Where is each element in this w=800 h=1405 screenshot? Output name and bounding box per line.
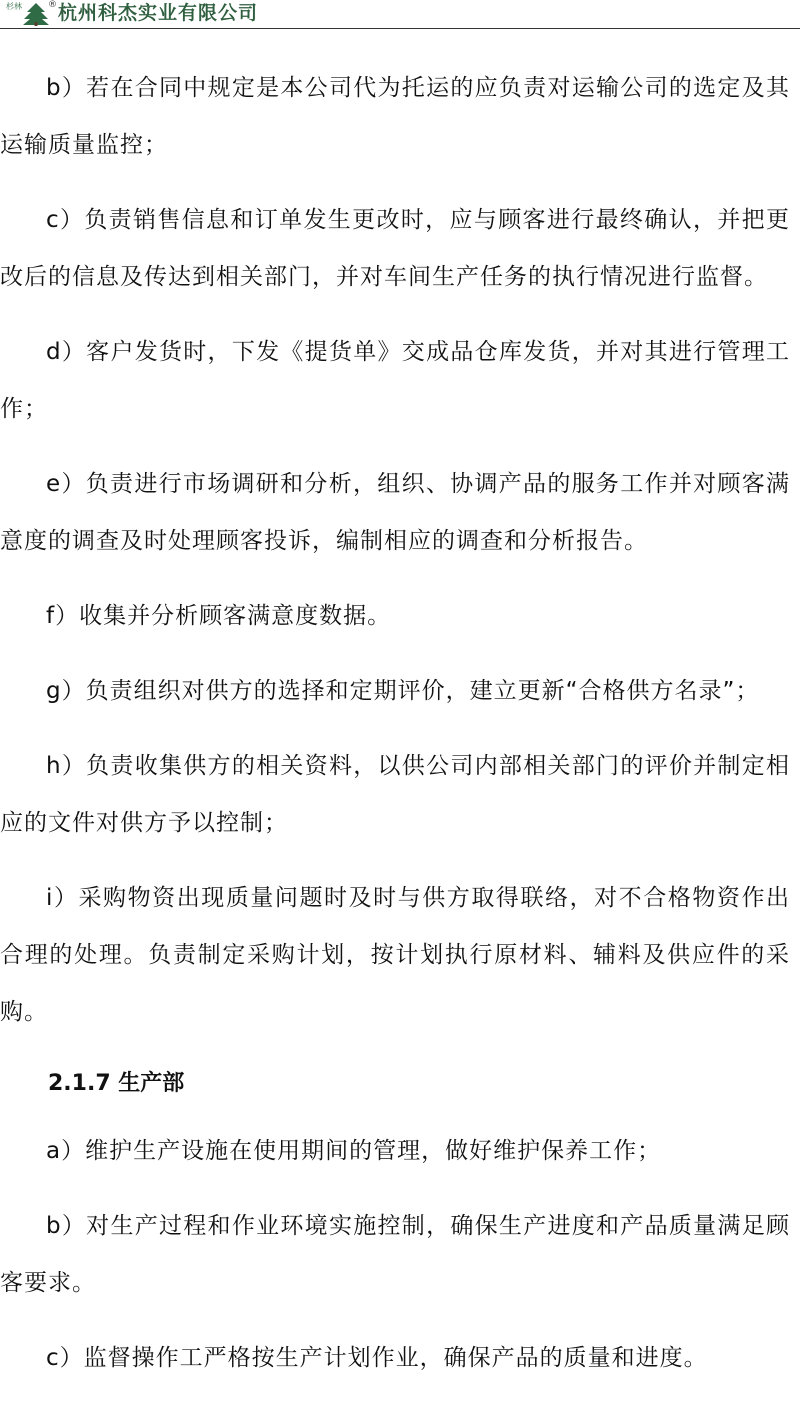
paragraph-b: b）若在合同中规定是本公司代为托运的应负责对运输公司的选定及其运输质量监控； [0,75,790,158]
paragraph-g: g）负责组织对供方的选择和定期评价，建立更新“合格供方名录”； [46,678,760,704]
document-body [0,60,790,1405]
section-heading: 2.1.7 生产部 [48,1071,185,1096]
paragraph-production-c: c）监督操作工严格按生产计划作业，确保产品的质量和进度。 [46,1345,708,1371]
paragraph-i: i）采购物资出现质量问题时及时与供方取得联络，对不合格物资作出合理的处理。负责制定采购计划，按计划执行原材料、辅料及供应件的采购。 [0,885,790,1025]
paragraph-production-b: b）对生产过程和作业环境实施控制，确保生产进度和产品质量满足顾客要求。 [0,1213,790,1296]
company-logo [6,2,50,26]
page-header [0,0,800,32]
company-name: 杭州科杰实业有限公司 [58,2,259,24]
paragraph-production-a: a）维护生产设施在使用期间的管理，做好维护保养工作； [46,1138,662,1164]
header-divider [0,28,800,29]
paragraph-f: f）收集并分析顾客满意度数据。 [46,603,392,629]
paragraph-h: h）负责收集供方的相关资料，以供公司内部相关部门的评价并制定相应的文件对供方予以控制； [0,753,790,836]
logo-text: 杉林 [6,2,22,11]
paragraph-c: c）负责销售信息和订单发生更改时，应与顾客进行最终确认，并把更改后的信息及传达到相关部门，并对车间生产任务的执行情况进行监督。 [0,207,790,290]
paragraph-e: e）负责进行市场调研和分析，组织、协调产品的服务工作并对顾客满意度的调查及时处理顾客投诉，编制相应的调查和分析报告。 [0,471,790,554]
registered-mark: ® [48,0,57,10]
paragraph-d: d）客户发货时，下发《提货单》交成品仓库发货，并对其进行管理工作； [0,339,790,422]
